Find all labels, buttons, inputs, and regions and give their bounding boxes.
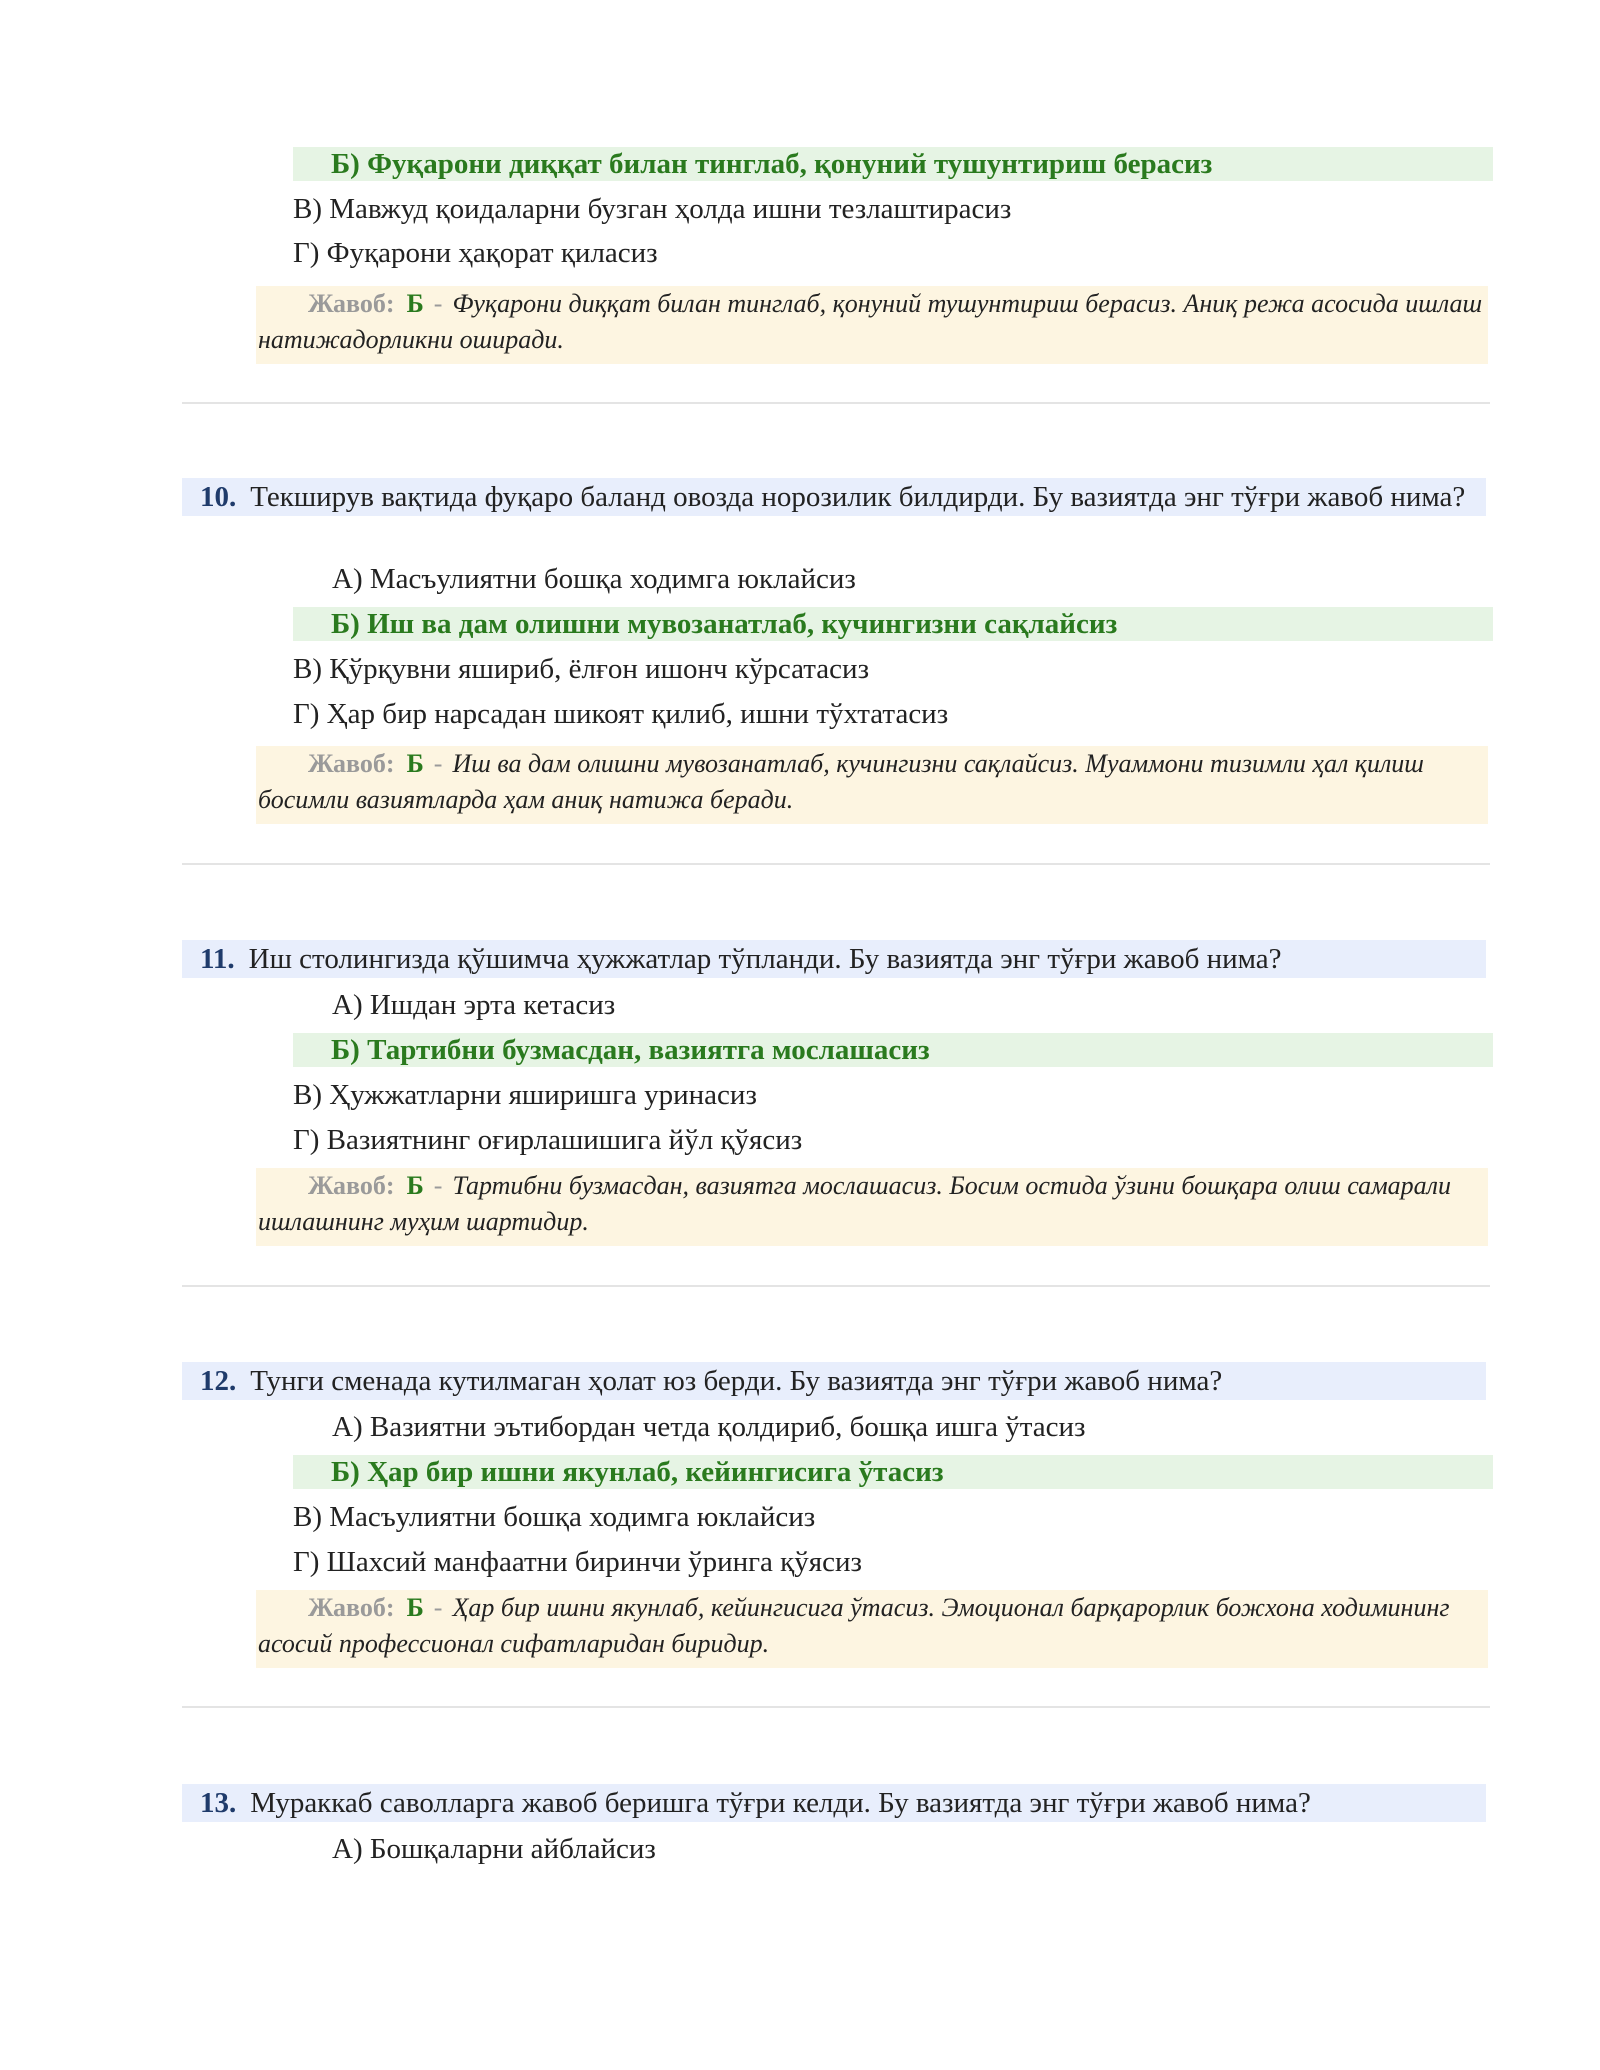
q12-option-a: А) Вазиятни эътибордан четда қолдириб, бошқа ишга ўтасиз	[332, 1411, 1086, 1443]
q9-option-g: Г) Фуқарони ҳақорат қиласиз	[293, 237, 658, 269]
answer-letter: Б	[406, 1171, 424, 1200]
q13-option-a: А) Бошқаларни айблайсиз	[332, 1833, 656, 1865]
q10-answer-box	[256, 746, 1488, 824]
q11-title	[182, 940, 1486, 978]
divider	[182, 402, 1490, 404]
q12-option-g: Г) Шахсий манфаатни биринчи ўринга қўясиз	[293, 1546, 862, 1578]
q10-title	[182, 478, 1486, 516]
answer-dash: -	[433, 749, 443, 778]
q11-option-v: В) Ҳужжатларни яширишга уринасиз	[293, 1079, 757, 1111]
answer-letter: Б	[406, 289, 424, 318]
q10-option-a: А) Масъулиятни бошқа ходимга юклайсиз	[332, 563, 856, 595]
q10-option-g: Г) Ҳар бир нарсадан шикоят қилиб, ишни тўхтатасиз	[293, 698, 949, 730]
answer-explanation: Фуқарони диққат билан тинглаб, қонуний тушунтириш берасиз. Аниқ режа асосида ишлаш натижадорликни оширади.	[258, 289, 1483, 354]
q12-title	[182, 1362, 1486, 1400]
q11-option-a: А) Ишдан эрта кетасиз	[332, 989, 616, 1021]
answer-letter: Б	[406, 749, 424, 778]
q12-option-b-correct: Б) Ҳар бир ишни якунлаб, кейингисига ўтасиз	[293, 1455, 1493, 1489]
answer-dash: -	[433, 289, 443, 318]
q11-option-g: Г) Вазиятнинг оғирлашишига йўл қўясиз	[293, 1124, 803, 1156]
question-text: Текширув вақтида фуқаро баланд овозда норозилик билдирди. Бу вазиятда энг тўғри жавоб нима?	[250, 481, 1466, 513]
question-number: 12.	[200, 1365, 237, 1397]
answer-dash: -	[433, 1171, 443, 1200]
question-text: Мураккаб саволларга жавоб беришга тўғри келди. Бу вазиятда энг тўғри жавоб нима?	[250, 1787, 1311, 1819]
q13-title	[182, 1784, 1486, 1822]
answer-dash: -	[433, 1593, 443, 1622]
q12-answer-box	[256, 1590, 1488, 1668]
q10-option-v: В) Қўрқувни яшириб, ёлғон ишонч кўрсатасиз	[293, 653, 870, 685]
q9-option-v: В) Мавжуд қоидаларни бузган ҳолда ишни тезлаштирасиз	[293, 193, 1012, 225]
q9-answer-box	[256, 286, 1488, 364]
answer-label: Жавоб:	[308, 289, 395, 318]
answer-explanation: Ҳар бир ишни якунлаб, кейингисига ўтасиз. Эмоционал барқарорлик божхона ходимининг асосий профессионал сифатларидан биридир.	[258, 1593, 1450, 1658]
question-number: 11.	[200, 943, 235, 975]
answer-letter: Б	[406, 1593, 424, 1622]
q9-option-b-correct: Б) Фуқарони диққат билан тинглаб, қонуний тушунтириш берасиз	[293, 147, 1493, 181]
answer-label: Жавоб:	[308, 1171, 395, 1200]
q10-option-b-correct: Б) Иш ва дам олишни мувозанатлаб, кучингизни сақлайсиз	[293, 607, 1493, 641]
q12-option-v: В) Масъулиятни бошқа ходимга юклайсиз	[293, 1501, 816, 1533]
answer-label: Жавоб:	[308, 1593, 395, 1622]
q11-option-b-correct: Б) Тартибни бузмасдан, вазиятга мослашасиз	[293, 1033, 1493, 1067]
answer-label: Жавоб:	[308, 749, 395, 778]
question-text: Тунги сменада кутилмаган ҳолат юз берди. Бу вазиятда энг тўғри жавоб нима?	[250, 1365, 1223, 1397]
answer-explanation: Иш ва дам олишни мувозанатлаб, кучингизни сақлайсиз. Муаммони тизимли ҳал қилиш босимли вазиятларда ҳам аниқ натижа беради.	[258, 749, 1424, 814]
divider	[182, 1285, 1490, 1287]
question-number: 10.	[200, 481, 237, 513]
divider	[182, 1706, 1490, 1708]
q11-answer-box	[256, 1168, 1488, 1246]
question-text: Иш столингизда қўшимча ҳужжатлар тўпланди. Бу вазиятда энг тўғри жавоб нима?	[248, 943, 1282, 975]
question-number: 13.	[200, 1787, 237, 1819]
divider	[182, 863, 1490, 865]
answer-explanation: Тартибни бузмасдан, вазиятга мослашасиз. Босим остида ўзини бошқара олиш самарали ишлашнинг муҳим шартидир.	[258, 1171, 1452, 1236]
